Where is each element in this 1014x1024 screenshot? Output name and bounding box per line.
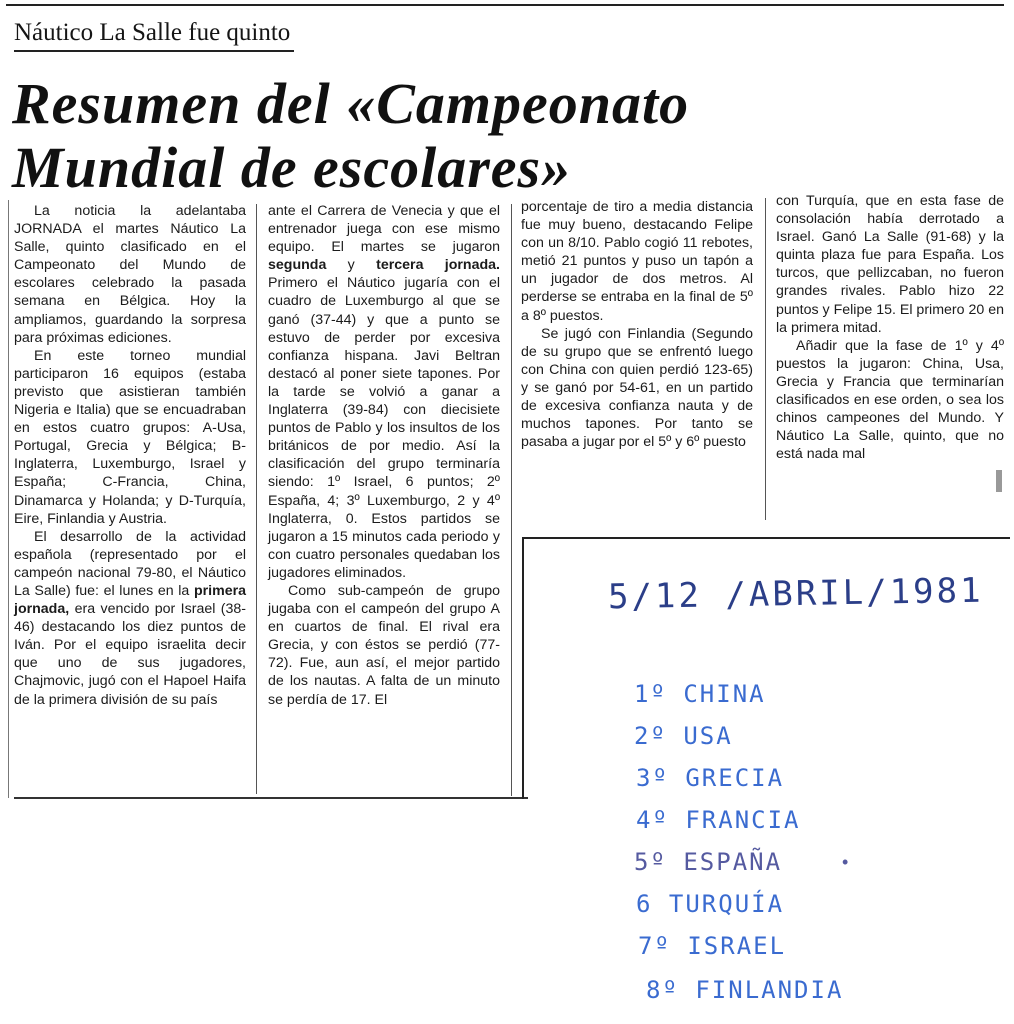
paragraph: Se jugó con Finlandia (Segundo de su grupo que se enfrentó luego con China con quien perdió 123-65) y se ganó por 54-61, en un partido de excesiva confianza nauta y de muchos tapones. Por tanto se pasaba a jugar por el 5º y 6º puesto: [521, 325, 753, 451]
article-column-2: [268, 202, 500, 796]
paragraph: En este torneo mundial participaron 16 equipos (estaba previsto que asistieran también Nigeria e Italia) que se encuadraban en estos cuatro grupos: A-Usa, Portugal, Grecia y Bélgica; B-Inglaterra, Luxemburgo, Israel y España; C-Francia, China, Dinamarca y Holanda; y D-Turquía, Eire, Finlandia y Austria.: [14, 347, 246, 527]
column-rule-2: [511, 204, 512, 796]
ink-dot-mark: •: [842, 852, 849, 872]
bold-text-run: primera jornada,: [14, 582, 246, 618]
bold-text-run: tercera jornada.: [376, 257, 500, 274]
article-bottom-rule: [14, 797, 528, 799]
article-column-3: [521, 198, 753, 528]
paragraph: con Turquía, que en esta fase de consolación había derrotado a Israel. Ganó La Salle (91-68) y la quinta plaza fue para España. Los turcos, que pellizcaban, no fueron grandes rivales. Pablo hizo 22 puntos y Felipe 15. El primero 20 en la primera mitad.: [776, 193, 1004, 336]
text-run: Primero el Náutico jugaría con el cuadro de Luxemburgo al que se ganó (37-44) y que a punto se estuvo de perder por excesiva confianza hispana. Javi Beltran destacó al poner siete tapones. Por la tarde se volvió a ganar a Inglaterra (39-84) con diecisiete puntos de Pablo y los insultos de los británicos de por medio. Así la clasificación del grupo terminaría siendo: 1º Israel, 6 puntos; 2º España, 4; 3º Luxemburgo, 2 y 4º Inglaterra, 0. Estos partidos se jugaron a 15 minutos cada periodo y con cuatro personales quedaban los jugadores eliminados.: [268, 275, 500, 581]
handwritten-rank-5: 5º ESPAÑA: [634, 848, 783, 876]
text-run: El desarrollo de la actividad española (representado por el campeón nacional 79-80, el Náutico La Salle) fue: el lunes en la: [14, 528, 246, 599]
article-column-1: [14, 202, 246, 796]
paragraph: porcentaje de tiro a media distancia fue muy bueno, destacando Felipe con un 8/10. Pablo cogió 11 rebotes, metió 21 puntos y puso un tapón a un jugador de dos metros. Al perderse se entraba en la final de 5º a 8º puestos.: [521, 199, 753, 324]
handwritten-rank-3: 3º GRECIA: [636, 764, 785, 792]
paragraph: Como sub-campeón de grupo jugaba con el campeón del grupo A en cuartos de final. El rival era Grecia, y con éstos se perdió (77-72). Fue, aun así, el mejor partido de los nautas. A falta de un minuto se perdía de 17. El: [268, 582, 500, 708]
article-column-4: [776, 192, 1004, 522]
paragraph: [268, 202, 500, 582]
text-run: y: [326, 257, 377, 274]
text-run: era vencido por Israel (38-46) destacando los diez puntos de Iván. Por el equipo israelita decir que uno de sus jugadores, Chajmovic, jugó con el Hapoel Haifa de la primera división de su país: [14, 601, 246, 708]
column-rule-1: [256, 204, 257, 794]
handwritten-rank-1: 1º CHINA: [634, 680, 766, 708]
main-headline: Resumen del «Campeonato Mundial de escolares»: [12, 71, 690, 200]
column-rule-left: [8, 200, 9, 798]
handwritten-date: 5/12 /ABRIL/1981: [607, 570, 984, 618]
scan-edge-mark: [996, 470, 1002, 492]
annotation-box-left-rule: [522, 537, 524, 799]
annotation-box-top-rule: [522, 537, 1010, 539]
handwritten-rank-8: 8º FINLANDIA: [646, 976, 844, 1004]
paragraph: [14, 528, 246, 709]
text-run: ante el Carrera de Venecia y que el entrenador juega con ese mismo equipo. El martes se jugaron: [268, 203, 500, 256]
handwritten-rank-7: 7º ISRAEL: [638, 932, 787, 960]
handwritten-rank-2: 2º USA: [634, 722, 733, 750]
paragraph: Añadir que la fase de 1º y 4º puestos la jugaron: China, Usa, Grecia y Francia que terminarían clasificados en ese orden, o sea los chinos campeones del Mundo. Y Náutico La Salle, quinto, que no está nada mal: [776, 337, 1004, 463]
handwritten-rank-4: 4º FRANCIA: [636, 806, 801, 834]
column-rule-3: [765, 198, 766, 520]
bold-text-run: segunda: [268, 257, 327, 274]
handwritten-rank-6: 6 TURQUÍA: [636, 890, 785, 918]
kicker-headline: Náutico La Salle fue quinto: [14, 16, 294, 52]
paragraph: La noticia la adelantaba JORNADA el martes Náutico La Salle, quinto clasificado en el Campeonato del Mundo de escolares celebrado la pasada semana en Bélgica. Hoy la ampliamos, guardando la sorpresa para próximas ediciones.: [14, 203, 246, 346]
top-rule: [6, 4, 1004, 6]
